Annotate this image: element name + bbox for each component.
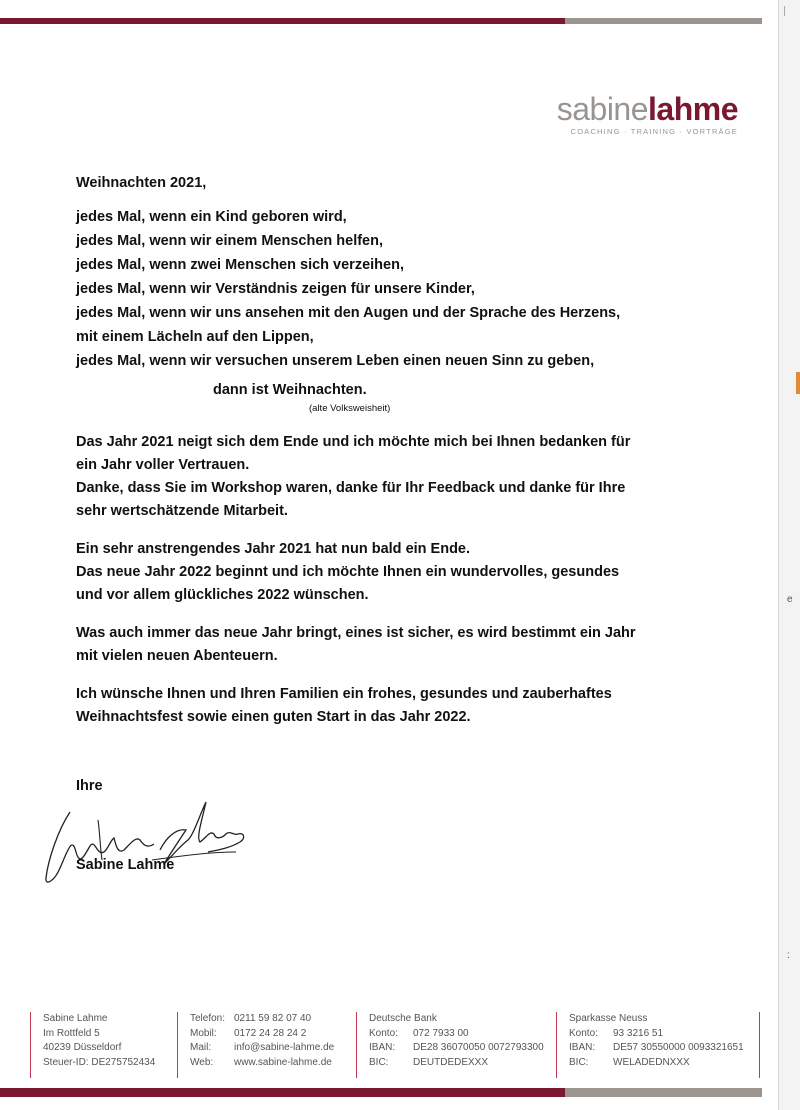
bank-label: IBAN: bbox=[569, 1042, 596, 1053]
address-line: 40239 Düsseldorf bbox=[43, 1042, 122, 1053]
footer-address bbox=[30, 1012, 173, 1078]
footer-contact bbox=[177, 1012, 350, 1078]
contact-label: Web: bbox=[190, 1056, 214, 1068]
bank-value: WELADEDNXXX bbox=[613, 1056, 690, 1068]
edge-mark: e bbox=[787, 594, 793, 605]
address-line: Sabine Lahme bbox=[43, 1013, 108, 1024]
contact-label: Telefon: bbox=[190, 1013, 226, 1024]
poem-line: jedes Mal, wenn zwei Menschen sich verzeihen, bbox=[76, 257, 404, 273]
bank-value: DE57 30550000 0093321651 bbox=[613, 1042, 744, 1053]
bottom-bar-red bbox=[0, 1088, 565, 1097]
text-line: Was auch immer das neue Jahr bringt, eines ist sicher, es wird bestimmt ein Jahr bbox=[76, 625, 636, 641]
contact-label: Mail: bbox=[190, 1042, 212, 1053]
paragraph-new-year bbox=[76, 538, 716, 607]
text-line: mit vielen neuen Abenteuern. bbox=[76, 648, 278, 664]
footer-bank-2 bbox=[556, 1012, 760, 1078]
poem-line: jedes Mal, wenn wir Verständnis zeigen für unsere Kinder, bbox=[76, 281, 475, 297]
bank-value: 072 7933 00 bbox=[413, 1027, 469, 1039]
poem-end: dann ist Weihnachten. bbox=[213, 382, 367, 398]
logo-tagline: COACHING · TRAINING · VORTRÄGE bbox=[570, 127, 738, 136]
text-line: ein Jahr voller Vertrauen. bbox=[76, 457, 250, 473]
top-bar-red bbox=[0, 18, 565, 24]
bank-label: IBAN: bbox=[369, 1042, 396, 1053]
footer-bank-1 bbox=[356, 1012, 549, 1078]
address-line: Steuer-ID: DE275752434 bbox=[43, 1056, 156, 1068]
bank-value: DE28 36070050 0072793300 bbox=[413, 1042, 544, 1053]
logo-last-name: lahme bbox=[648, 91, 738, 127]
poem bbox=[76, 206, 716, 416]
bottom-bar-gray bbox=[565, 1088, 762, 1097]
phone-value: 0211 59 82 07 40 bbox=[234, 1013, 312, 1024]
highlight-marker bbox=[796, 372, 800, 394]
poem-line: jedes Mal, wenn wir uns ansehen mit den Augen und der Sprache des Herzens, bbox=[76, 305, 621, 321]
bank-label: BIC: bbox=[569, 1056, 589, 1068]
signature-name: Sabine Lahme bbox=[76, 857, 175, 873]
greeting: Weihnachten 2021, bbox=[76, 175, 207, 191]
letter-footer bbox=[30, 1012, 770, 1078]
text-line: sehr wertschätzende Mitarbeit. bbox=[76, 503, 288, 519]
mobile-value: 0172 24 28 24 2 bbox=[234, 1027, 307, 1039]
poem-line: jedes Mal, wenn ein Kind geboren wird, bbox=[76, 209, 347, 225]
logo-first-name: sabine bbox=[556, 91, 649, 127]
viewer-scroll-strip[interactable] bbox=[778, 0, 800, 1110]
text-line: Das Jahr 2021 neigt sich dem Ende und ich möchte mich bei Ihnen bedanken für bbox=[76, 434, 631, 450]
text-line: Weihnachtsfest sowie einen guten Start in das Jahr 2022. bbox=[76, 709, 471, 725]
website-link[interactable]: www.sabine-lahme.de bbox=[234, 1056, 332, 1068]
text-line: Ich wünsche Ihnen und Ihren Familien ein frohes, gesundes und zauberhaftes bbox=[76, 686, 612, 702]
poem-line: jedes Mal, wenn wir versuchen unserem Leben einen neuen Sinn zu geben, bbox=[76, 353, 595, 369]
paragraph-wishes bbox=[76, 683, 716, 729]
text-line: Das neue Jahr 2022 beginnt und ich möchte Ihnen ein wundervolles, gesundes bbox=[76, 564, 620, 580]
bank-name: Deutsche Bank bbox=[369, 1013, 437, 1024]
bank-label: Konto: bbox=[569, 1027, 598, 1039]
text-line: und vor allem glückliches 2022 wünschen. bbox=[76, 587, 369, 603]
scroll-handle[interactable] bbox=[784, 6, 795, 16]
edge-mark: : bbox=[787, 950, 790, 961]
company-logo bbox=[557, 92, 738, 136]
address-line: Im Rottfeld 5 bbox=[43, 1027, 100, 1039]
contact-label: Mobil: bbox=[190, 1027, 217, 1039]
email-link[interactable]: info@sabine-lahme.de bbox=[234, 1042, 335, 1053]
bank-label: BIC: bbox=[369, 1056, 389, 1068]
paragraph-thanks bbox=[76, 431, 716, 523]
bank-value: DEUTDEDEXXX bbox=[413, 1056, 489, 1068]
bank-name: Sparkasse Neuss bbox=[569, 1013, 648, 1024]
handwritten-signature bbox=[40, 790, 250, 890]
poem-line: jedes Mal, wenn wir einem Menschen helfen, bbox=[76, 233, 383, 249]
paragraph-adventure bbox=[76, 622, 716, 668]
letter-body bbox=[76, 172, 716, 729]
bank-label: Konto: bbox=[369, 1027, 398, 1039]
poem-credit: (alte Volksweisheit) bbox=[309, 403, 391, 414]
top-bar-gray bbox=[565, 18, 762, 24]
poem-line: mit einem Lächeln auf den Lippen, bbox=[76, 329, 314, 345]
closing: Ihre bbox=[76, 778, 103, 794]
text-line: Danke, dass Sie im Workshop waren, danke für Ihr Feedback und danke für Ihre bbox=[76, 480, 626, 496]
text-line: Ein sehr anstrengendes Jahr 2021 hat nun bald ein Ende. bbox=[76, 541, 471, 557]
bank-value: 93 3216 51 bbox=[613, 1027, 664, 1039]
